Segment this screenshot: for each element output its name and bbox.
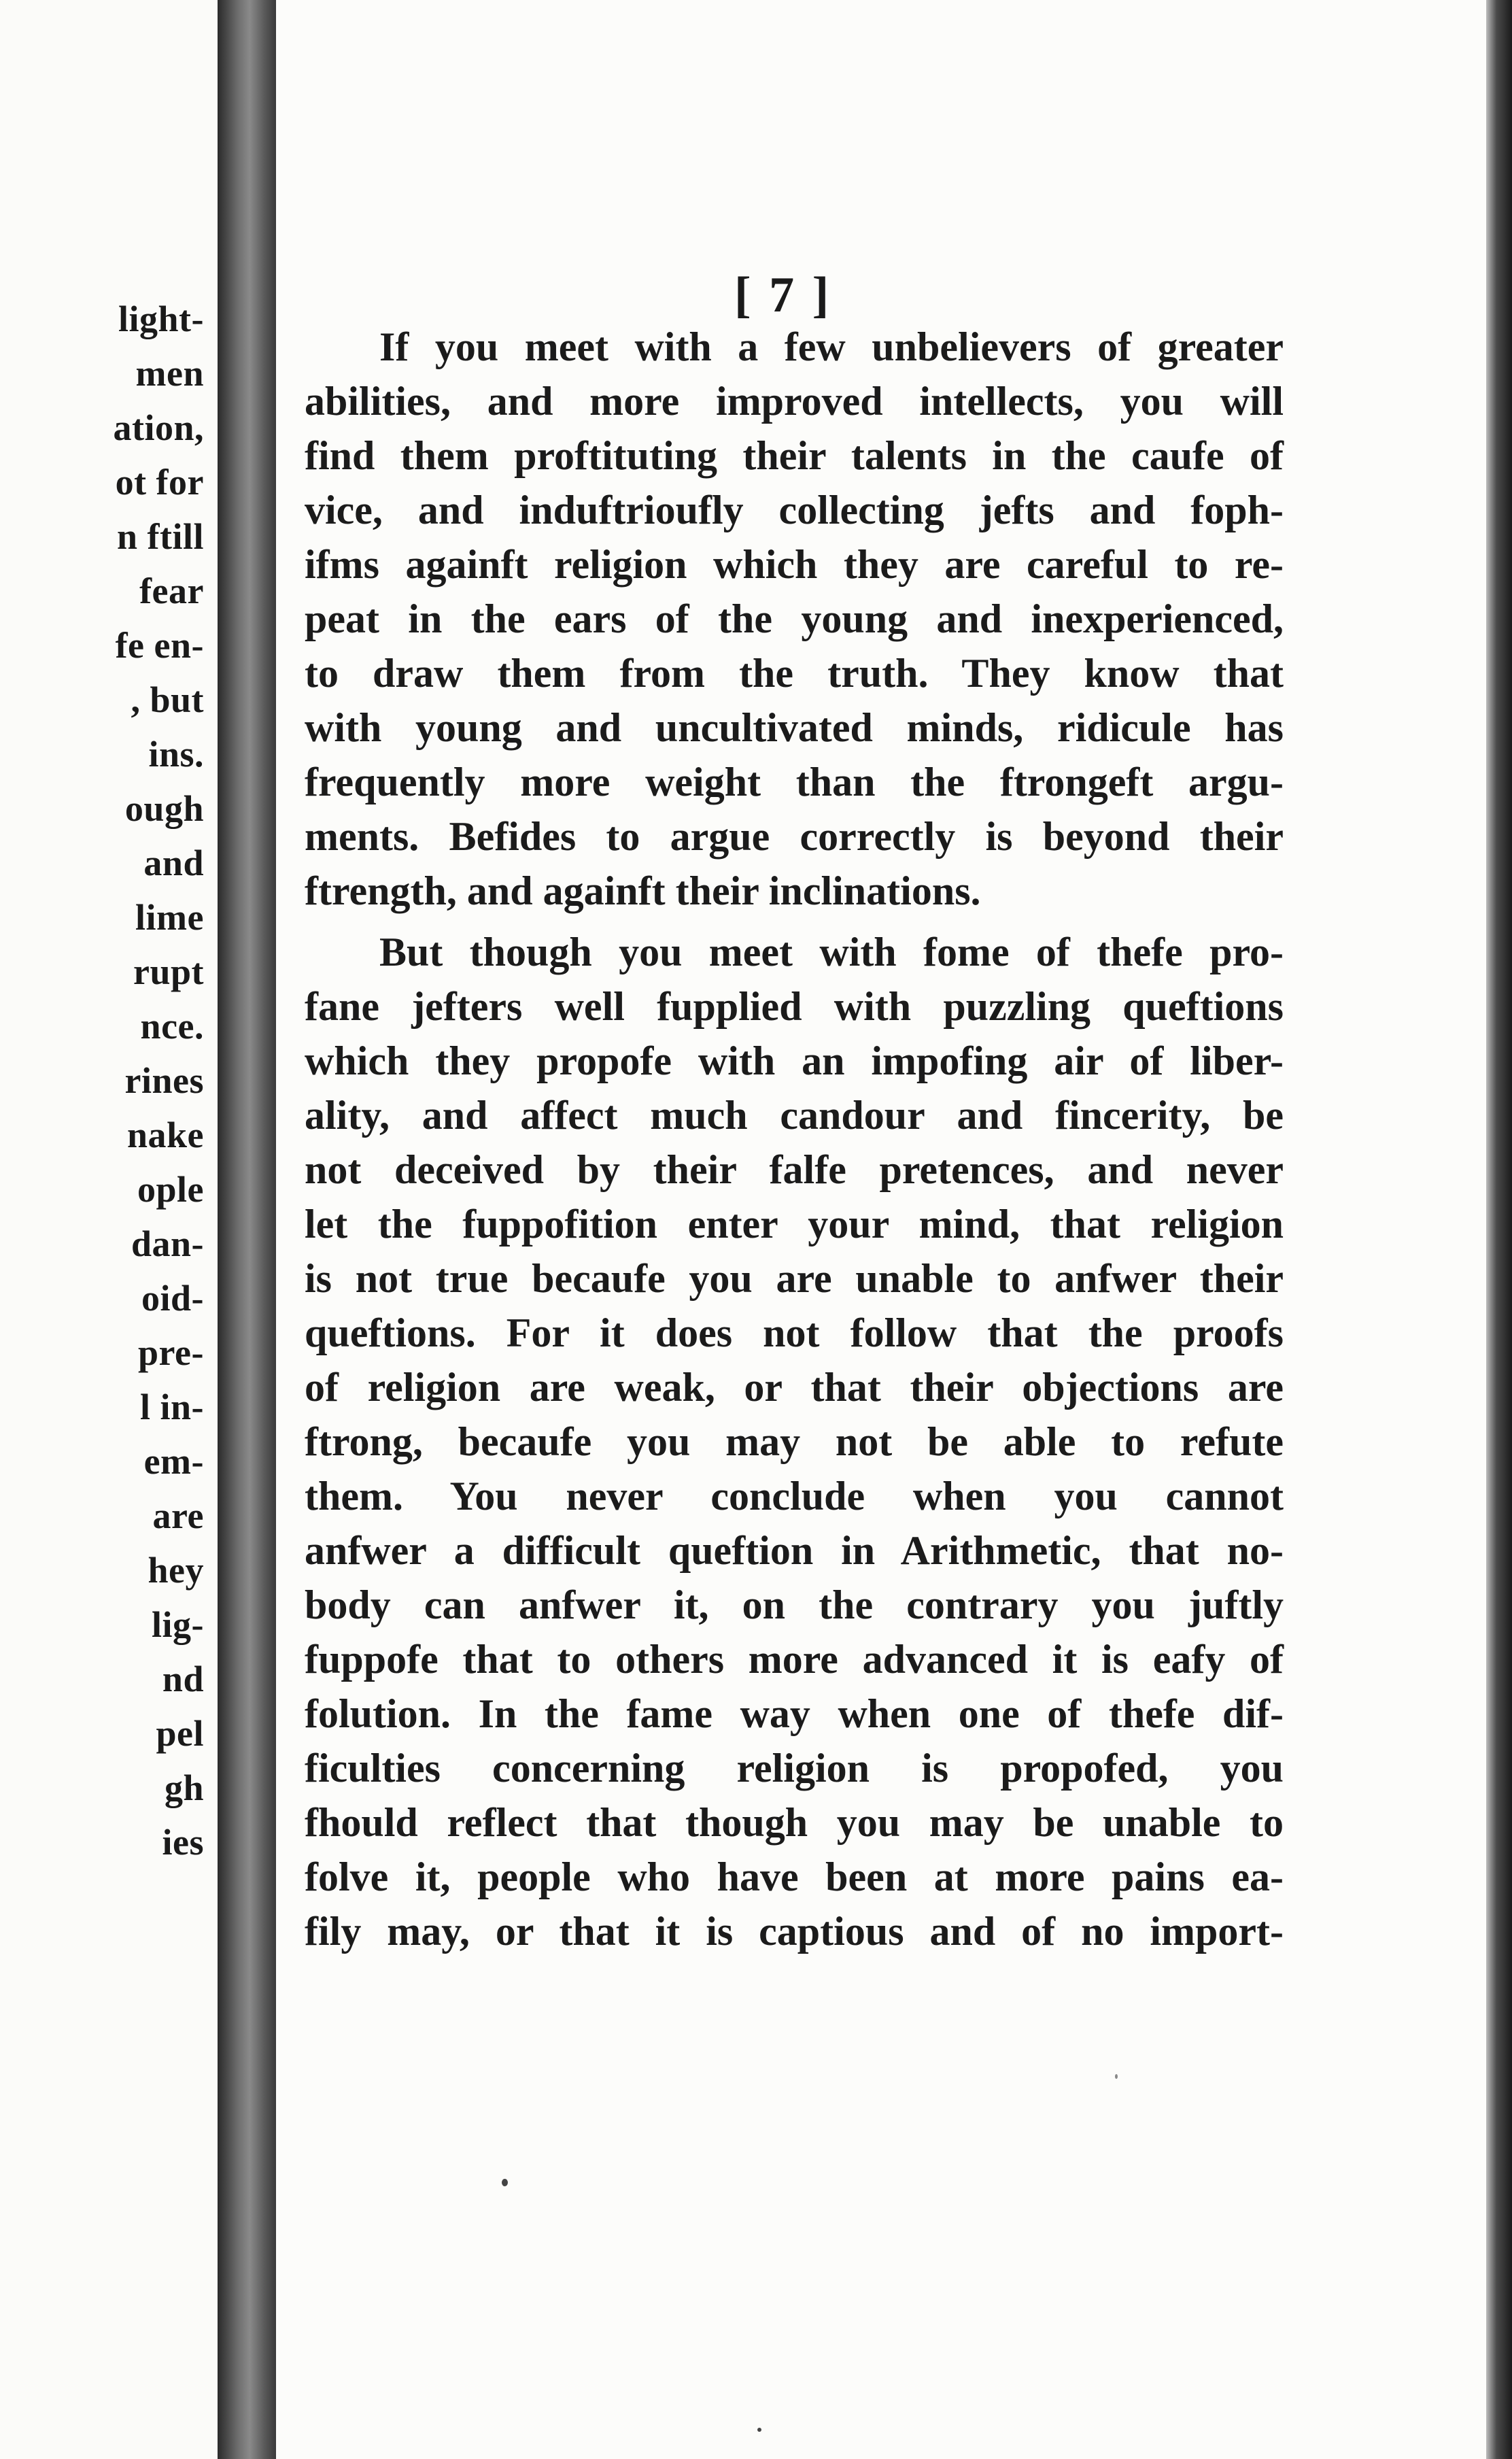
left-line-fragment: hey <box>148 1550 204 1591</box>
text-line: not deceived by their falfe pretences, and never <box>305 1147 1284 1192</box>
text-line: vice, and induftrioufly collecting jefts and foph- <box>305 488 1284 532</box>
left-line-fragment: oid- <box>141 1278 204 1319</box>
left-line-fragment: ople <box>137 1169 204 1210</box>
text-line: ftrong, becaufe you may not be able to refute <box>305 1419 1284 1464</box>
text-line: let the fuppofition enter your mind, that religion <box>305 1202 1284 1247</box>
left-line-fragment: fear <box>139 571 204 611</box>
text-line: folution. In the fame way when one of thefe dif- <box>305 1691 1284 1736</box>
left-line-fragment: n ftill <box>116 516 204 557</box>
left-line-fragment: men <box>135 353 204 394</box>
left-line-fragment: ins. <box>148 734 204 775</box>
left-line-fragment: pel <box>156 1713 204 1754</box>
left-line-fragment: ough <box>124 788 204 829</box>
text-line: folve it, people who have been at more pains ea- <box>305 1854 1284 1899</box>
text-line: them. You never conclude when you cannot <box>305 1474 1284 1519</box>
text-line: to draw them from the truth. They know that <box>305 651 1284 696</box>
left-line-fragment: light- <box>118 299 204 339</box>
left-facing-page <box>0 0 218 2459</box>
text-line: ments. Befides to argue correctly is beyond their <box>305 814 1284 859</box>
left-line-fragment: ation, <box>113 407 204 448</box>
left-line-fragment: nce. <box>140 1006 204 1047</box>
text-line: But though you meet with fome of thefe pro- <box>379 930 1284 974</box>
left-line-fragment: lime <box>135 897 204 938</box>
left-line-fragment: em- <box>143 1441 204 1482</box>
left-line-fragment: gh <box>164 1767 204 1808</box>
left-line-fragment: fe en- <box>115 625 204 666</box>
left-line-fragment: , but <box>131 679 204 720</box>
text-line: is not true becaufe you are unable to anfwer their <box>305 1256 1284 1301</box>
left-line-fragment: rines <box>124 1060 204 1101</box>
text-line: ality, and affect much candour and fincerity, be <box>305 1093 1284 1138</box>
text-line: fily may, or that it is captious and of no import- <box>305 1909 1284 1954</box>
ink-speck <box>757 2428 761 2432</box>
text-line: body can anfwer it, on the contrary you juftly <box>305 1582 1284 1627</box>
text-line: ifms againft religion which they are careful to re- <box>305 542 1284 587</box>
page-number: [ 7 ] <box>734 267 832 323</box>
text-line: ftrength, and againft their inclinations. <box>305 868 981 913</box>
left-line-fragment: ies <box>162 1822 204 1863</box>
text-line: ficulties concerning religion is propofed, you <box>305 1746 1284 1791</box>
text-line: with young and uncultivated minds, ridicule has <box>305 705 1284 750</box>
ink-speck <box>502 2179 508 2186</box>
text-line: anfwer a difficult queftion in Arithmetic, that no- <box>305 1528 1284 1573</box>
book-gutter <box>218 0 276 2459</box>
text-line: of religion are weak, or that their objections are <box>305 1365 1284 1410</box>
text-line: peat in the ears of the young and inexperienced, <box>305 596 1284 641</box>
left-line-fragment: l in- <box>139 1387 204 1427</box>
text-line: fhould reflect that though you may be unable to <box>305 1800 1284 1845</box>
left-line-fragment: lig- <box>152 1604 204 1645</box>
left-line-fragment: ot for <box>115 462 204 503</box>
text-line: If you meet with a few unbelievers of greater <box>379 324 1284 369</box>
left-line-fragment: rupt <box>133 951 204 992</box>
text-line: queftions. For it does not follow that the proofs <box>305 1310 1284 1355</box>
text-line: fuppofe that to others more advanced it is eafy of <box>305 1637 1284 1682</box>
text-line: fane jefters well fupplied with puzzling queftions <box>305 984 1284 1029</box>
left-line-fragment: nd <box>162 1659 204 1699</box>
text-line: which they propofe with an impofing air of liber- <box>305 1038 1284 1083</box>
text-line: find them proftituting their talents in the caufe of <box>305 433 1284 478</box>
ink-speck <box>1115 2074 1118 2079</box>
left-line-fragment: pre- <box>138 1332 204 1373</box>
left-line-fragment: are <box>152 1495 204 1536</box>
left-line-fragment: and <box>143 843 204 883</box>
left-line-fragment: dan- <box>131 1223 204 1264</box>
left-line-fragment: nake <box>126 1115 204 1155</box>
page-edge-shadow <box>1486 0 1512 2459</box>
text-line: abilities, and more improved intellects, you will <box>305 379 1284 424</box>
text-line: frequently more weight than the ftrongeft argu- <box>305 760 1284 804</box>
